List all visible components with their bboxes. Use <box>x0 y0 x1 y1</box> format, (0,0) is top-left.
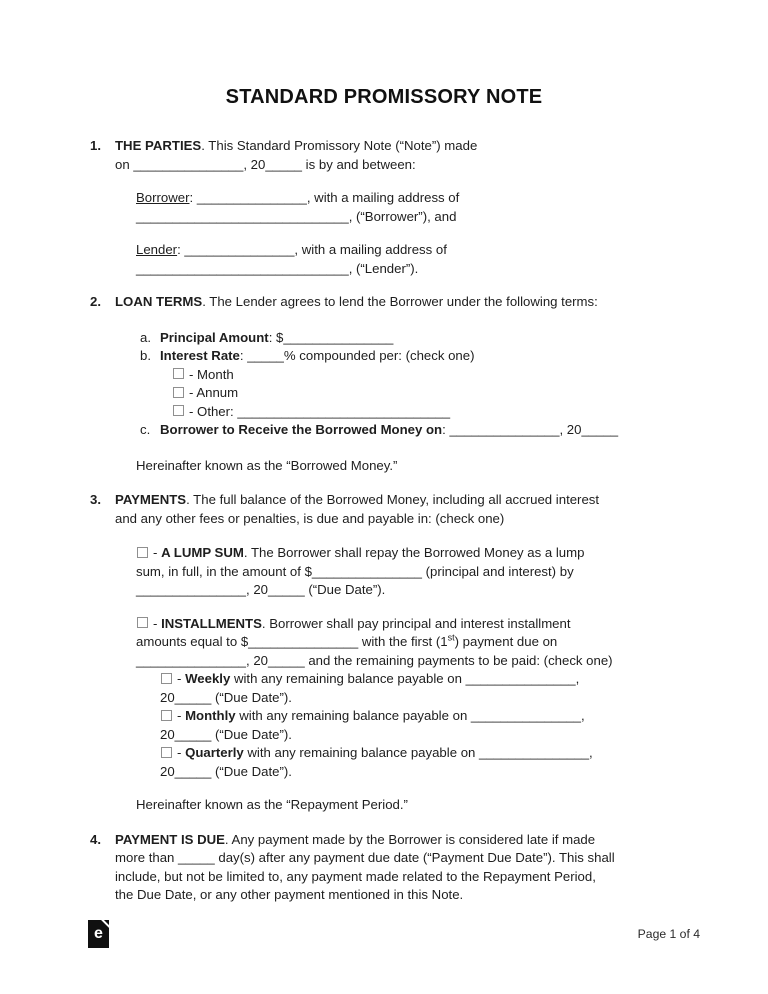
section-number: 2. <box>90 294 101 309</box>
monthly-option <box>160 707 748 744</box>
checkbox-monthly-icon[interactable] <box>161 710 172 721</box>
text-run: Hereinafter known as the “Borrowed Money.” <box>136 457 398 473</box>
text-run: more than _____ day(s) after any payment due date (“Payment Due Date”). This shall <box>115 850 615 865</box>
hereinafter-borrowed-money <box>136 457 748 476</box>
text-run: _______________, 20_____ and the remaining payments to be paid: (check one) <box>136 652 613 668</box>
checkbox-option-month <box>172 366 748 385</box>
text-run: - Other: _____________________________ <box>189 403 451 419</box>
list-item-principal-amount <box>140 329 768 348</box>
hereinafter-repayment-period <box>136 796 748 815</box>
section-heading: THE PARTIES <box>115 138 202 153</box>
text-run: . This Standard Promissory Note (“Note”) made <box>201 138 478 153</box>
text-run: st <box>447 632 455 643</box>
text-run: and any other fees or penalties, is due and payable in: (check one) <box>115 510 505 526</box>
text-run: - <box>153 615 162 631</box>
text-run: 20_____ (“Due Date”). <box>160 763 292 779</box>
section-payment-is-due <box>0 831 768 905</box>
lender-label: Lender <box>136 242 178 257</box>
text-run: - <box>153 545 162 560</box>
text-run: Principal Amount <box>160 329 269 345</box>
document-title: STANDARD PROMISSORY NOTE <box>225 86 543 108</box>
text-run: amounts equal to $_______________ with the first (1 <box>136 634 448 649</box>
list-letter: a. <box>140 329 151 345</box>
text-run: INSTALLMENTS <box>161 615 262 631</box>
lump-sum-clause <box>136 544 748 600</box>
text-run: Interest Rate <box>160 348 240 363</box>
principal-amount-text <box>160 329 748 348</box>
list-item-receive-money <box>140 421 768 440</box>
text-run: with any remaining balance payable on _______________, <box>243 745 593 760</box>
text-run: with any remaining balance payable on _______________, <box>230 671 580 686</box>
logo-letter: e <box>94 925 103 942</box>
section-payments <box>0 491 768 528</box>
text-run: : _______________, 20_____ <box>442 422 619 437</box>
text-run: Quarterly <box>185 745 244 760</box>
list-letter: c. <box>140 422 151 437</box>
text-run: : $_______________ <box>268 329 394 345</box>
text-run: the Due Date, or any other payment mentioned in this Note. <box>115 887 464 902</box>
eforms-logo-icon <box>88 920 109 948</box>
text-run: A LUMP SUM <box>161 545 244 560</box>
borrower-clause <box>136 189 748 226</box>
text-run: _______________, 20_____ (“Due Date”). <box>136 582 386 597</box>
lender-clause <box>136 241 748 278</box>
text-run: : _____% compounded per: (check one) <box>239 348 475 363</box>
section-payment-is-due-text <box>115 831 748 905</box>
text-run: with any remaining balance payable on _______________, <box>235 708 585 723</box>
text-run: - Annum <box>189 385 239 400</box>
section-loan-terms <box>0 293 768 312</box>
checkbox-annum-icon[interactable] <box>173 387 184 398</box>
text-run: . The Borrower shall repay the Borrowed Money as a lump <box>243 545 585 560</box>
weekly-option <box>160 670 748 707</box>
text-run: include, but not be limited to, any payment made related to the Repayment Period, <box>115 868 596 884</box>
checkbox-option-other <box>172 403 748 422</box>
section-heading: PAYMENTS <box>115 492 187 507</box>
text-run: . Borrower shall pay principal and interest installment <box>261 615 571 631</box>
receive-money-text <box>160 421 748 440</box>
text-run: _____________________________, (“Borrower”), and <box>136 208 457 224</box>
text-run: . The Lender agrees to lend the Borrower under the following terms: <box>202 294 598 309</box>
text-run: - <box>177 671 186 686</box>
text-run: Weekly <box>185 671 231 686</box>
text-run: - Month <box>189 366 234 382</box>
list-letter: b. <box>140 348 151 363</box>
text-run: - <box>177 745 186 760</box>
section-number: 3. <box>90 492 101 507</box>
text-run: 20_____ (“Due Date”). <box>160 689 292 705</box>
section-the-parties <box>0 137 768 174</box>
text-run: : _______________, with a mailing address of <box>189 190 460 205</box>
page-number-label: Page 1 of 4 <box>637 926 700 941</box>
text-run: ) payment due on <box>454 634 558 649</box>
text-run: - <box>177 708 186 723</box>
text-run: on _______________, 20_____ is by and between: <box>115 156 416 172</box>
borrower-label: Borrower <box>136 190 190 205</box>
quarterly-option <box>160 744 748 781</box>
text-run: : _______________, with a mailing address of <box>177 242 447 257</box>
installments-clause <box>136 615 748 671</box>
checkbox-weekly-icon[interactable] <box>161 673 172 684</box>
checkbox-installments-icon[interactable] <box>137 617 148 628</box>
text-run: 20_____ (“Due Date”). <box>160 726 292 742</box>
checkbox-lump-sum-icon[interactable] <box>137 547 148 558</box>
list-item-interest-rate <box>140 347 768 366</box>
section-number: 4. <box>90 831 101 847</box>
checkbox-quarterly-icon[interactable] <box>161 747 172 758</box>
text-run: . Any payment made by the Borrower is considered late if made <box>224 831 596 847</box>
section-number: 1. <box>90 138 101 153</box>
text-run: . The full balance of the Borrowed Money, including all accrued interest <box>186 492 600 507</box>
interest-rate-text <box>160 347 748 366</box>
section-payments-text <box>115 491 748 528</box>
section-heading: LOAN TERMS <box>115 294 203 309</box>
page-footer <box>88 918 700 950</box>
text-run: Hereinafter known as the “Repayment Period.” <box>136 797 408 812</box>
checkbox-option-annum <box>172 384 748 403</box>
checkbox-other-icon[interactable] <box>173 405 184 416</box>
section-heading: PAYMENT IS DUE <box>115 831 225 847</box>
text-run: Borrower to Receive the Borrowed Money on <box>160 422 443 437</box>
section-loan-terms-text <box>115 293 748 312</box>
section-the-parties-text <box>115 137 748 174</box>
text-run: Monthly <box>185 708 236 723</box>
text-run: _____________________________, (“Lender”). <box>136 260 419 276</box>
checkbox-month-icon[interactable] <box>173 368 184 379</box>
text-run: sum, in full, in the amount of $_______________ (principal and interest) by <box>136 563 574 579</box>
